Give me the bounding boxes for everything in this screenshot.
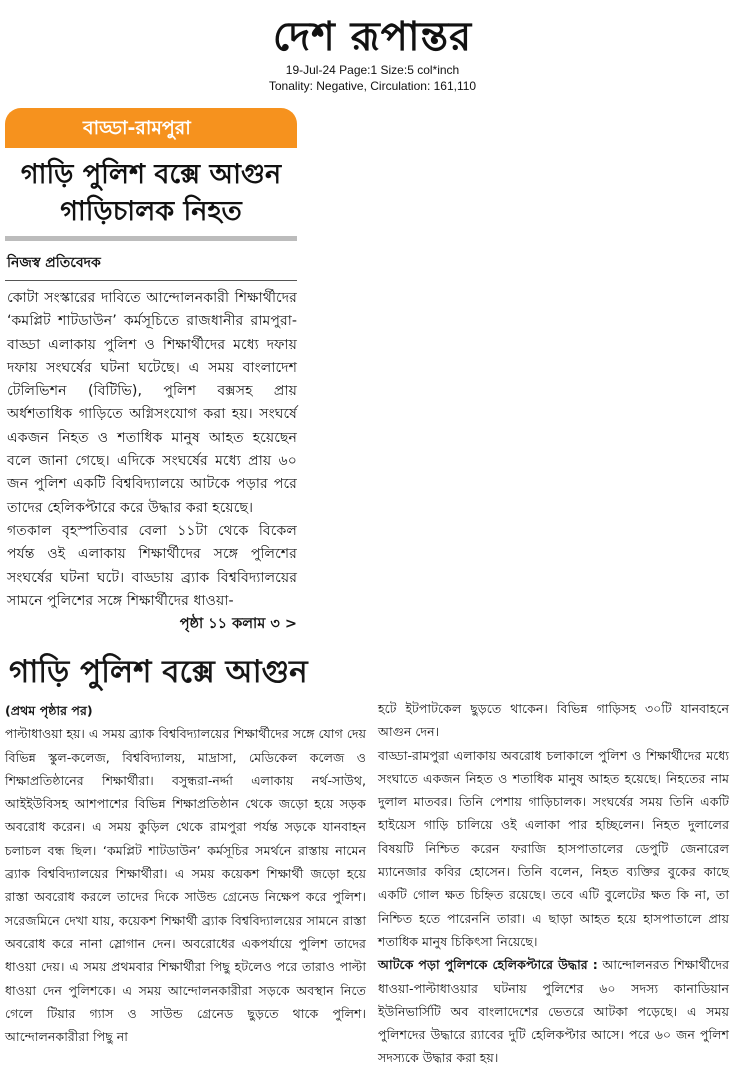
article-paragraph bbox=[378, 953, 729, 1069]
subheading-text: আন্দোলনরত শিক্ষার্থীদের ধাওয়া-পাল্টাধাওয়ার ঘটনায় পুলিশের ৬০ সদস্য কানাডিয়ান ইউনিভার্সিটি অব বাংলাদেশের ভেতরে আটকা পড়েছে। এ সময় পুলিশদের উদ্ধারে র‌্যাবের দুটি হেলিকপ্টার আসে। পরে ৬০ জন পুলিশ সদস্যকে উদ্ধার করা হয়। bbox=[378, 957, 730, 1066]
section-label: বাড্ডা-রামপুরা bbox=[5, 108, 297, 148]
article-body bbox=[5, 287, 297, 613]
clipping-meta-tonality: Tonality: Negative, Circulation: 161,110 bbox=[268, 79, 477, 93]
jump-headline: গাড়ি পুলিশ বক্সে আগুন bbox=[9, 654, 308, 690]
jump-column-right bbox=[378, 697, 729, 1070]
clipping-meta-date-size: 19-Jul-24 Page:1 Size:5 col*inch bbox=[285, 63, 460, 77]
headline-line-2: গাড়িচালক নিহত bbox=[60, 196, 242, 227]
article-paragraph: গতকাল বৃহস্পতিবার বেলা ১১টা থেকে বিকেল পর্যন্ত ওই এলাকায় শিক্ষার্থীদের সঙ্গে পুলিশের সংঘর্ষের ঘটনা ঘটে। বাড্ডায় ব্র্যাক বিশ্ববিদ্যালয়ের সামনে পুলিশের সঙ্গে শিক্ষার্থীদের ধাওয়া- bbox=[7, 522, 297, 609]
article-paragraph: কোটা সংস্কারের দাবিতে আন্দোলনকারী শিক্ষার্থীদের ‘কমপ্লিট শাটডাউন’ কর্মসূচিতে রাজধানীর রামপুরা-বাড্ডা এলাকায় পুলিশ ও শিক্ষার্থীদের মধ্যে দফায় দফায় সংঘর্ষের ঘটনা ঘটেছে। এ সময় বাংলাদেশ টেলিভিশন (বিটিভি), পুলিশ বক্সসহ প্রায় অর্ধশতাধিক গাড়িতে অগ্নিসংযোগ করা হয়। সংঘর্ষে একজন নিহত ও শতাধিক মানুষ আহত হয়েছেন বলে জানা গেছে। এদিকে সংঘর্ষের মধ্যে প্রায় ৬০ জন পুলিশ একটি বিশ্ববিদ্যালয়ে আটকে পড়ার পরে তাদের হেলিকপ্টারে করে উদ্ধার করা হয়েছে। bbox=[7, 290, 297, 516]
article-paragraph: হটে ইটপাটকেল ছুড়তে থাকেন। বিভিন্ন গাড়িসহ ৩০টি যানবাহনে আগুন দেন। bbox=[378, 701, 729, 740]
masthead bbox=[0, 0, 745, 100]
headline-line-1: গাড়ি পুলিশ বক্সে আগুন bbox=[20, 159, 282, 190]
jump-page-article bbox=[5, 648, 740, 1070]
continued-on-page-note: পৃষ্ঠা ১১ কলাম ৩ > bbox=[179, 616, 297, 633]
front-page-article bbox=[5, 108, 297, 635]
byline-divider bbox=[5, 280, 297, 281]
headline-divider bbox=[5, 236, 297, 241]
article-paragraph: বাড্ডা-রামপুরা এলাকায় অবরোধ চলাকালে পুলিশ ও শিক্ষার্থীদের মধ্যে সংঘাতে একজন নিহত ও শতাধিক মানুষ আহত হয়েছে। নিহতের নাম দুলাল মাতবর। তিনি পেশায় গাড়িচালক। সংঘর্ষের সময় তিনি একটি হাইয়েস গাড়ি চালিয়ে ওই এলাকা পার হচ্ছিলেন। নিহত দুলালের বিষয়টি নিশ্চিত করেন ফরাজি হাসপাতালের ডেপুটি জেনারেল ম্যানেজার কবির হোসেন। তিনি বলেন, নিহত ব্যক্তির বুকের কাছে একটি গোল ক্ষত চিহ্নিত রয়েছে। তবে এটি বুলেটের ক্ষত কি না, তা নিশ্চিত হতে পারেননি তারা। এ ছাড়া আহত হয়ে হাসপাতালে প্রায় শতাধিক মানুষ চিকিৎসা নিয়েছে। bbox=[378, 747, 729, 949]
jump-columns bbox=[5, 699, 740, 1070]
continued-from-label: (প্রথম পৃষ্ঠার পর) bbox=[5, 703, 93, 718]
article-paragraph: পাল্টাধাওয়া হয়। এ সময় ব্র্যাক বিশ্ববিদ্যালয়ের শিক্ষার্থীদের সঙ্গে যোগ দেয় বিভিন্ন স্কুল-কলেজ, বিশ্ববিদ্যালয়, মাদ্রাসা, মেডিকেল কলেজ ও শিক্ষাপ্রতিষ্ঠানের শিক্ষার্থীরা। বসুন্ধরা-নর্দ্দা এলাকায় নর্থ-সাউথ, আইইউবিসহ আশপাশের বিভিন্ন শিক্ষাপ্রতিষ্ঠান থেকে জড়ো হয়ে সড়ক অবরোধ করেন। এ সময় কুড়িল থেকে রামপুরা পর্যন্ত সড়কে যানবাহন চলাচল বন্ধ ছিল। ‘কমপ্লিট শাটডাউন’ কর্মসূচির সমর্থনে রাস্তায় নামেন ব্র্যাক বিশ্ববিদ্যালয়ের শিক্ষার্থীরা। এ সময় কয়েকশ শিক্ষার্থী জড়ো হয়ে রাস্তা অবরোধ করলে তাদের দিকে সাউন্ড গ্রেনেড নিক্ষেপ করে পুলিশ। সরেজমিনে দেখা যায়, কয়েকশ শিক্ষার্থী ব্র্যাক বিশ্ববিদ্যালয়ের সামনে রাস্তা অবরোধ করে নানা স্লোগান দেন। অবরোধের একপর্যায়ে পুলিশ তাদের ধাওয়া দেয়। এ সময় প্রথমবার শিক্ষার্থীরা পিছু হটলেও পরে তারাও পাল্টা ধাওয়া দেন পুলিশকে। এ সময় আন্দোলনকারীরা সড়কে অবস্থান নিতে গেলে টিয়ার গ্যাস ও সাউন্ড গ্রেনেড ছুড়তে থাকে পুলিশ। আন্দোলনকারীরা পিছু না bbox=[5, 726, 366, 1045]
jump-column-left bbox=[5, 699, 366, 1070]
subheading: আটকে পড়া পুলিশকে হেলিকপ্টারে উদ্ধার : bbox=[378, 957, 598, 973]
newspaper-logo: দেশ রূপান্তর bbox=[272, 13, 473, 60]
article-headline bbox=[5, 156, 297, 230]
byline: নিজস্ব প্রতিবেদক bbox=[7, 255, 101, 271]
